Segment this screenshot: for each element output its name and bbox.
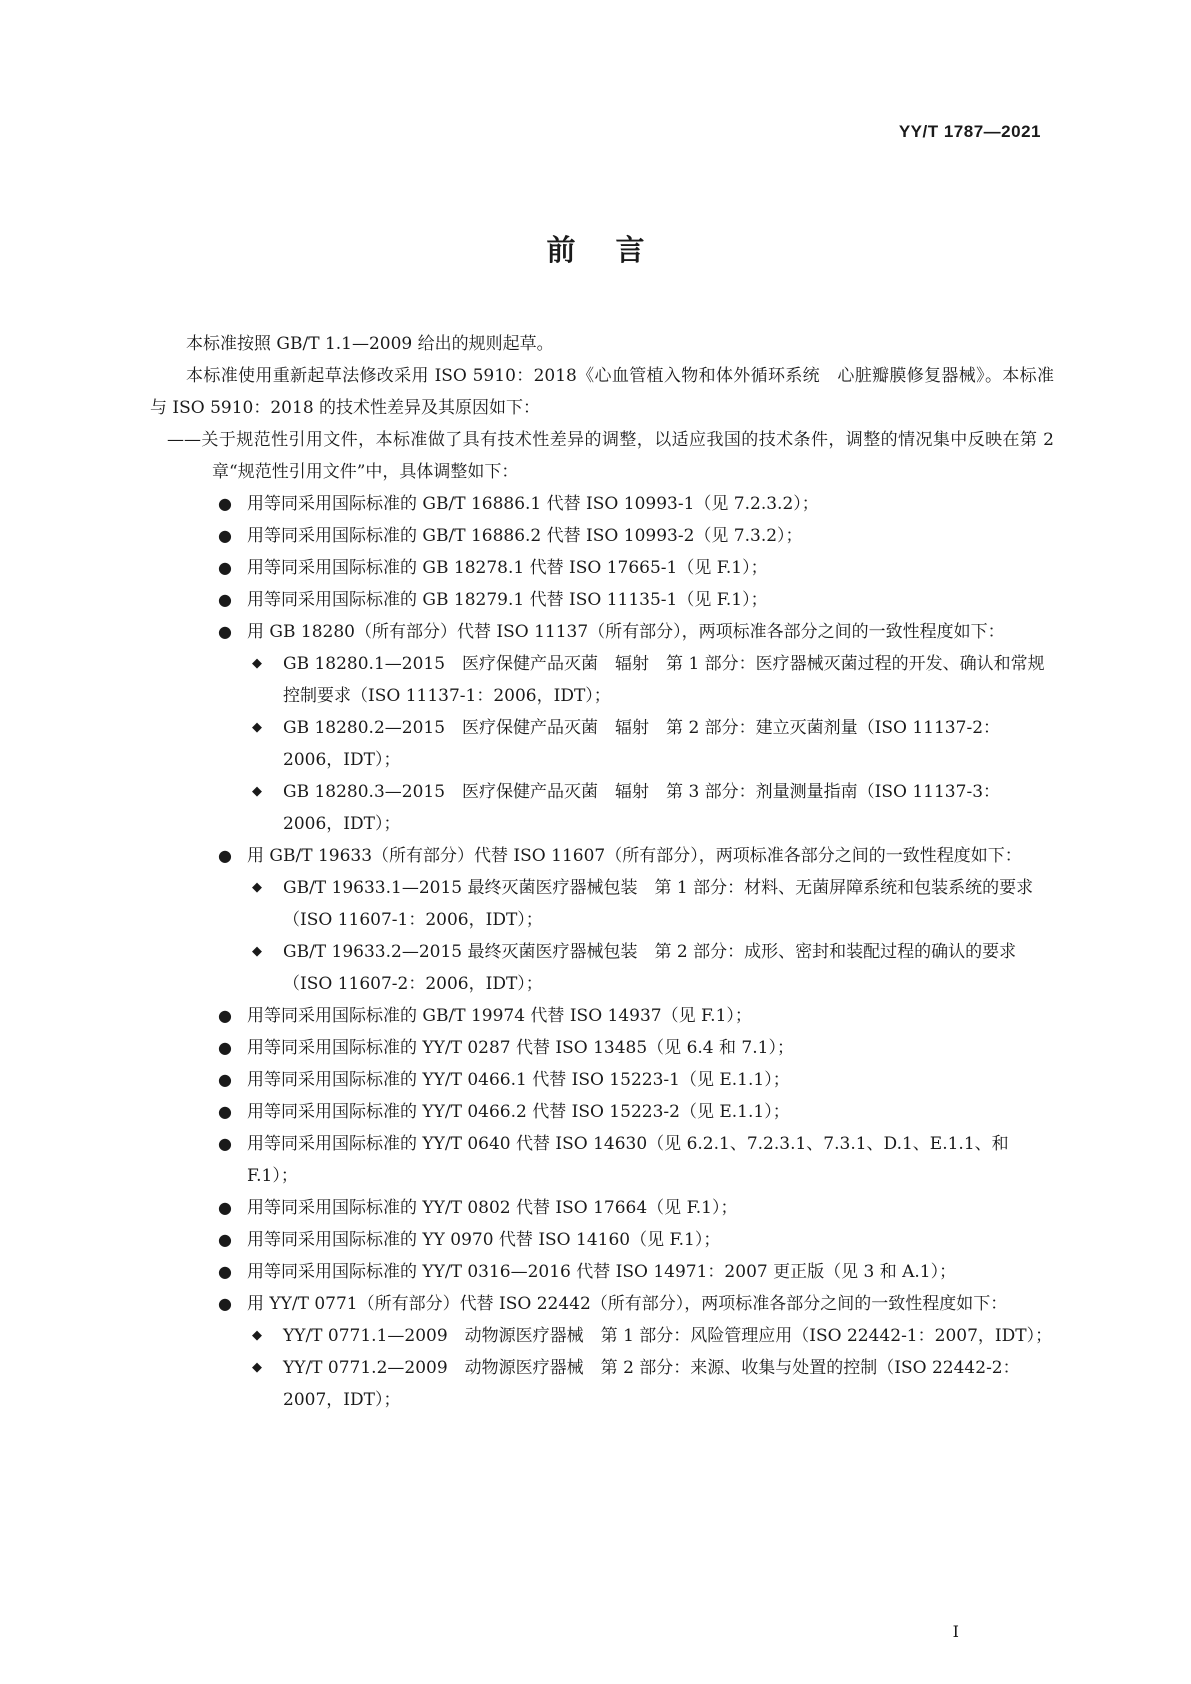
bullet-icon: ● [218,1198,232,1217]
sub-list-item: ◆ YY/T 0771.2—2009 动物源医疗器械 第 2 部分：来源、收集与处置的控制（ISO 22442-2：2007，IDT）； [150,1352,1054,1416]
diamond-bullet-icon: ◆ [252,944,262,959]
foreword-body [150,328,1054,1416]
bullet-icon: ● [218,558,232,577]
diamond-bullet-icon: ◆ [252,1360,262,1375]
list-item: ● 用等同采用国际标准的 YY/T 0640 代替 ISO 14630（见 6.2.1、7.2.3.1、7.3.1、D.1、E.1.1、和 F.1）； [150,1128,1054,1192]
bullet-icon: ● [218,1070,232,1089]
sub-list-item: ◆ GB 18280.3—2015 医疗保健产品灭菌 辐射 第 3 部分：剂量测量指南（ISO 11137-3：2006，IDT）； [150,776,1054,840]
bullet-icon: ● [218,1006,232,1025]
paragraph: 本标准按照 GB/T 1.1—2009 给出的规则起草。 [186,334,554,354]
list-item: ● 用等同采用国际标准的 GB/T 16886.1 代替 ISO 10993-1（见 7.2.3.2）； [150,488,1054,520]
diamond-bullet-icon: ◆ [252,656,262,671]
list-item: ● 用等同采用国际标准的 GB 18279.1 代替 ISO 11135-1（见 F.1）； [150,584,1054,616]
diamond-bullet-icon: ◆ [252,1328,262,1343]
sub-list-item: ◆ GB 18280.2—2015 医疗保健产品灭菌 辐射 第 2 部分：建立灭菌剂量（ISO 11137-2：2006，IDT）； [150,712,1054,776]
bullet-icon: ● [218,1038,232,1057]
list-item: ● 用等同采用国际标准的 YY/T 0802 代替 ISO 17664（见 F.1）； [150,1192,1054,1224]
bullet-icon: ● [218,1134,232,1153]
bullet-icon: ● [218,590,232,609]
list-item: ● 用等同采用国际标准的 GB/T 19974 代替 ISO 14937（见 F.1）； [150,1000,1054,1032]
bullet-icon: ● [218,1294,232,1313]
list-item: ● 用 YY/T 0771（所有部分）代替 ISO 22442（所有部分），两项标准各部分之间的一致性程度如下： [150,1288,1054,1320]
bullet-icon: ● [218,622,232,641]
list-item: ● 用等同采用国际标准的 GB/T 16886.2 代替 ISO 10993-2（见 7.3.2）； [150,520,1054,552]
bullet-icon: ● [218,1230,232,1249]
sub-list-item: ◆ GB/T 19633.1—2015 最终灭菌医疗器械包装 第 1 部分：材料、无菌屏障系统和包装系统的要求（ISO 11607-1：2006，IDT）； [150,872,1054,936]
page-number: I [952,1622,959,1641]
diamond-bullet-icon: ◆ [252,720,262,735]
adjustment-list [150,488,1054,1416]
paragraph: 本标准使用重新起草法修改采用 ISO 5910：2018《心血管植入物和体外循环系统 心脏瓣膜修复器械》。本标准与 ISO 5910：2018 的技术性差异及其原因如下： [150,366,1054,418]
diamond-bullet-icon: ◆ [252,784,262,799]
list-item: ● 用 GB 18280（所有部分）代替 ISO 11137（所有部分），两项标准各部分之间的一致性程度如下： [150,616,1054,648]
list-item: ● 用等同采用国际标准的 YY/T 0316—2016 代替 ISO 14971：2007 更正版（见 3 和 A.1）； [150,1256,1054,1288]
bullet-icon: ● [218,1102,232,1121]
standard-code: YY/T 1787—2021 [898,122,1041,141]
list-item: ● 用等同采用国际标准的 YY/T 0466.2 代替 ISO 15223-2（见 E.1.1）； [150,1096,1054,1128]
bullet-icon: ● [218,526,232,545]
diamond-bullet-icon: ◆ [252,880,262,895]
sub-list-item: ◆ YY/T 0771.1—2009 动物源医疗器械 第 1 部分：风险管理应用（ISO 22442-1：2007，IDT）； [150,1320,1054,1352]
list-item: ● 用等同采用国际标准的 YY/T 0466.1 代替 ISO 15223-1（见 E.1.1）； [150,1064,1054,1096]
list-item: ● 用等同采用国际标准的 YY 0970 代替 ISO 14160（见 F.1）； [150,1224,1054,1256]
bullet-icon: ● [218,1262,232,1281]
sub-list-item: ◆ GB 18280.1—2015 医疗保健产品灭菌 辐射 第 1 部分：医疗器械灭菌过程的开发、确认和常规控制要求（ISO 11137-1：2006，IDT）； [150,648,1054,712]
page-title: 前言 [546,233,685,267]
bullet-icon: ● [218,494,232,513]
dash-list-item: ——关于规范性引用文件，本标准做了具有技术性差异的调整，以适应我国的技术条件，调整的情况集中反映在第 2 章“规范性引用文件”中，具体调整如下： [167,430,1054,482]
sub-list-item: ◆ GB/T 19633.2—2015 最终灭菌医疗器械包装 第 2 部分：成形、密封和装配过程的确认的要求（ISO 11607-2：2006，IDT）； [150,936,1054,1000]
list-item: ● 用等同采用国际标准的 GB 18278.1 代替 ISO 17665-1（见 F.1）； [150,552,1054,584]
list-item: ● 用等同采用国际标准的 YY/T 0287 代替 ISO 13485（见 6.4 和 7.1）； [150,1032,1054,1064]
bullet-icon: ● [218,846,232,865]
list-item: ● 用 GB/T 19633（所有部分）代替 ISO 11607（所有部分），两项标准各部分之间的一致性程度如下： [150,840,1054,872]
